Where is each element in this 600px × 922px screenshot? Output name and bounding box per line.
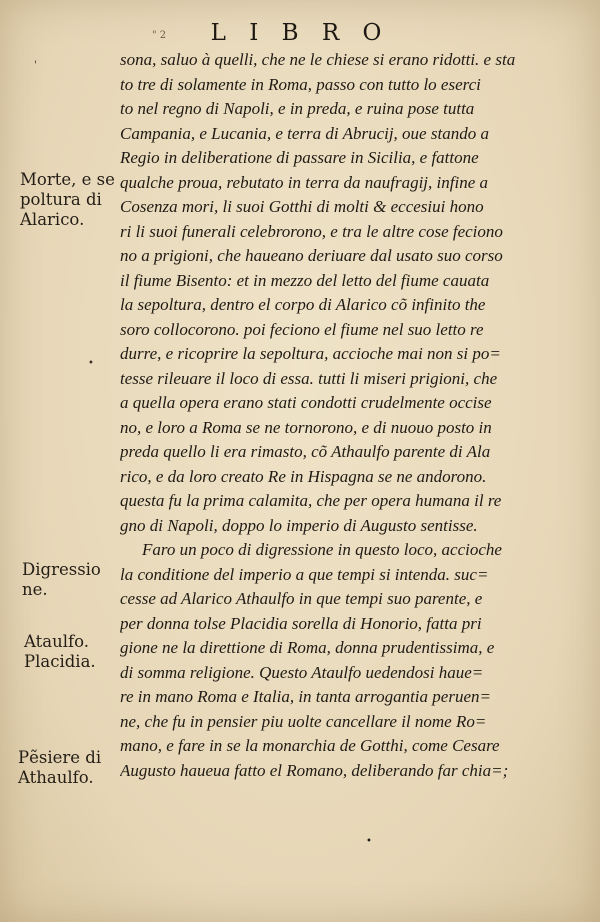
text-line: gione ne la direttione di Roma, donna prudentissima, e [120, 638, 495, 657]
text-line: la sepoltura, dentro el corpo di Alarico cõ infinito the [120, 295, 486, 314]
margin-note-morte [20, 170, 115, 230]
text-line: Augusto haueua fatto el Romano, deliberando far chia=; [120, 760, 509, 780]
margin-note-line: Pẽsiere di [18, 748, 102, 767]
margin-note-line: Digressio [22, 560, 101, 579]
text-line: preda quello li era rimasto, cõ Athaulfo parente di Ala [120, 442, 491, 461]
margin-note-line: poltura di [20, 190, 102, 209]
text-line: tesse rileuare il loco di essa. tutti li miseri prigioni, che [120, 368, 498, 388]
margin-note-digressione [22, 560, 101, 600]
text-line: per donna tolse Placidia sorella di Honorio, fatta pri [120, 613, 482, 633]
text-line: to tre di solamente in Roma, passo con tutto lo eserci [120, 74, 481, 94]
text-line: ne, che fu in pensier piu uolte cancellare il nome Ro= [120, 711, 487, 731]
text-line: mano, e fare in se la monarchia de Gotthi, come Cesare [120, 736, 500, 755]
text-line: a quella opera erano stati condotti crudelmente occise [120, 393, 492, 412]
text-line: to nel regno di Napoli, e in preda, e ruina pose tutta [120, 99, 475, 118]
margin-note-pensiere [18, 748, 101, 788]
text-line: la conditione del imperio a que tempi si intenda. suc= [120, 564, 489, 584]
header-mark: " 2 [152, 30, 167, 41]
footer-dot: • [366, 836, 372, 847]
text-line: sona, saluo à quelli, che ne le chiese si erano ridotti. e sta [120, 50, 516, 69]
header-title: L I B R O [210, 20, 390, 46]
text-line: Cosenza mori, li suoi Gotthi di molti & eccesiui hono [120, 197, 484, 216]
running-header [0, 20, 600, 46]
text-line: qualche proua, rebutato in terra da naufragij, infine a [120, 172, 488, 192]
text-line: rico, e da loro creato Re in Hispagna se ne andorono. [120, 466, 487, 486]
margin-tick: ' [34, 60, 37, 71]
margin-note-line: Placidia. [24, 652, 96, 671]
text-line: ri li suoi funerali celebrorono, e tra le altre cose feciono [120, 221, 503, 241]
text-line: cesse ad Alarico Athaulfo in que tempi suo parente, e [120, 589, 483, 608]
body-text [120, 48, 566, 783]
text-line: Faro un poco di digressione in questo loco, accioche [142, 540, 502, 559]
text-line: questa fu la prima calamita, che per opera humana il re [120, 491, 502, 510]
text-line: durre, e ricoprire la sepoltura, accioche mai non si po= [120, 344, 501, 363]
margin-note-ataulfo [24, 632, 96, 672]
text-line: Campania, e Lucania, e terra di Abrucij, oue stando a [120, 123, 489, 143]
text-line: Regio in deliberatione di passare in Sicilia, e fattone [120, 148, 479, 167]
margin-dot: • [88, 358, 94, 369]
margin-note-line: ne. [22, 580, 48, 599]
margin-note-line: Ataulfo. [24, 632, 89, 651]
text-line: gno di Napoli, doppo lo imperio di Augusto sentisse. [120, 515, 478, 535]
margin-note-line: Athaulfo. [18, 768, 94, 787]
text-line: no a prigioni, che haueano deriuare dal usato suo corso [120, 246, 503, 265]
text-line: soro collocorono. poi feciono el fiume nel suo letto re [120, 319, 484, 339]
margin-note-line: Alarico. [20, 210, 85, 229]
margin-note-line: Morte, e se [20, 170, 115, 189]
text-line: no, e loro a Roma se ne tornorono, e di nuouo posto in [120, 417, 492, 437]
text-line: di somma religione. Questo Ataulfo uedendosi haue= [120, 662, 484, 682]
text-line: re in mano Roma e Italia, in tanta arrogantia peruen= [120, 687, 491, 706]
text-line: il fiume Bisento: et in mezzo del letto del fiume cauata [120, 270, 490, 290]
